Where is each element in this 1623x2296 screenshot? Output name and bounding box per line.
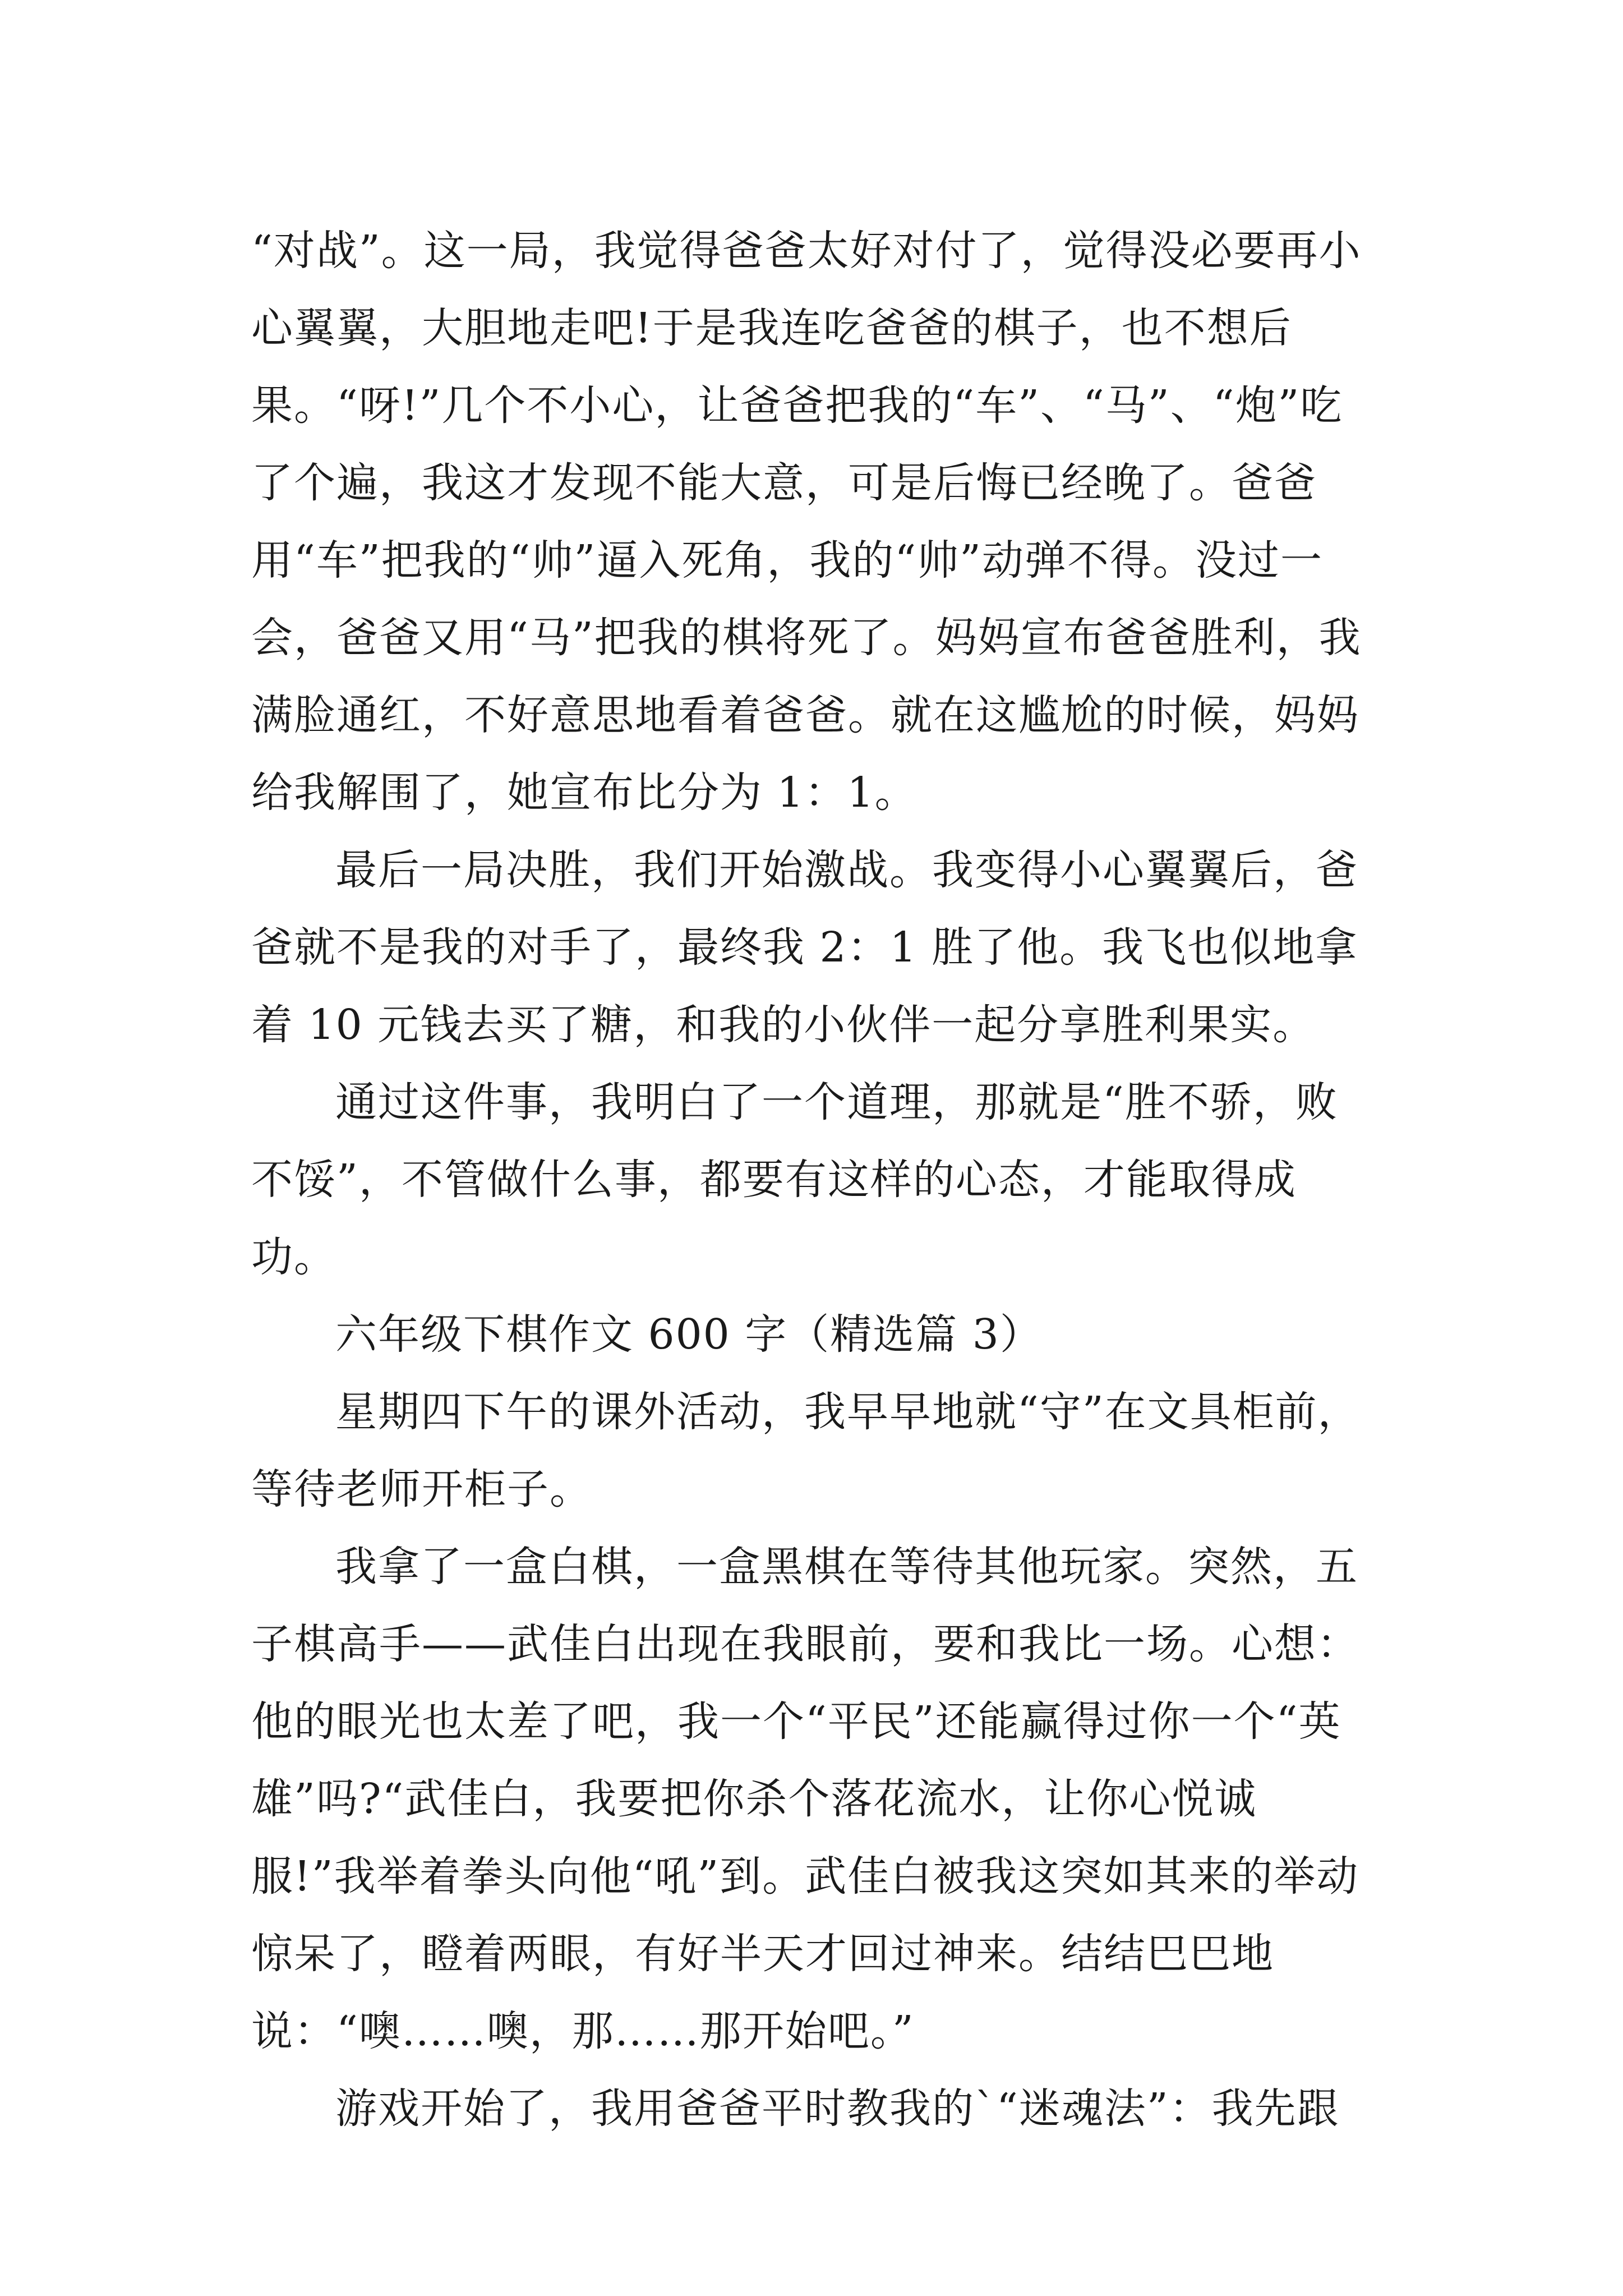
paragraph: 通过这件事，我明白了一个道理，那就是“胜不骄，败不馁”，不管做什么事，都要有这样的心态，才能取得成功。: [251, 1078, 1338, 1281]
paragraph: “对战”。这一局，我觉得爸爸太好对付了，觉得没必要再小心翼翼，大胆地走吧!于是我连吃爸爸的棋子，也不想后果。“呀!”几个不小心，让爸爸把我的“车”、“马”、“炮”吃了个遍，我这才发现不能大意，可是后悔已经晚了。爸爸用“车”把我的“帅”逼入死角，我的“帅”动弹不得。没过一会，爸爸又用“马”把我的棋将死了。妈妈宣布爸爸胜利，我满脸通红，不好意思地看着爸爸。就在这尴尬的时候，妈妈给我解围了，她宣布比分为 1：1。: [251, 227, 1362, 817]
paragraph: 星期四下午的课外活动，我早早地就“守”在文具柜前，等待老师开柜子。: [251, 1388, 1361, 1513]
paragraph: 我拿了一盒白棋，一盒黑棋在等待其他玩家。突然，五子棋高手——武佳白出现在我眼前，要和我比一场。心想：他的眼光也太差了吧，我一个“平民”还能赢得过你一个“英雄”吗?“武佳白，我要把你杀个落花流水，让你心悦诚服!”我举着拳头向他“吼”到。武佳白被我这突如其来的举动惊呆了，瞪着两眼，有好半天才回过神来。结结巴巴地说：“噢……噢，那……那开始吧。”: [251, 1543, 1359, 2055]
document-body: [251, 212, 1378, 2147]
paragraph: 最后一局决胜，我们开始激战。我变得小心翼翼后，爸爸就不是我的对手了，最终我 2：1 胜了他。我飞也似地拿着 10 元钱去买了糖，和我的小伙伴一起分享胜利果实。: [251, 846, 1358, 1049]
paragraph: 游戏开始了，我用爸爸平时教我的`“迷魂法”：我先跟: [335, 2085, 1340, 2133]
section-heading: 六年级下棋作文 600 字（精选篇 3）: [335, 1310, 1043, 1359]
